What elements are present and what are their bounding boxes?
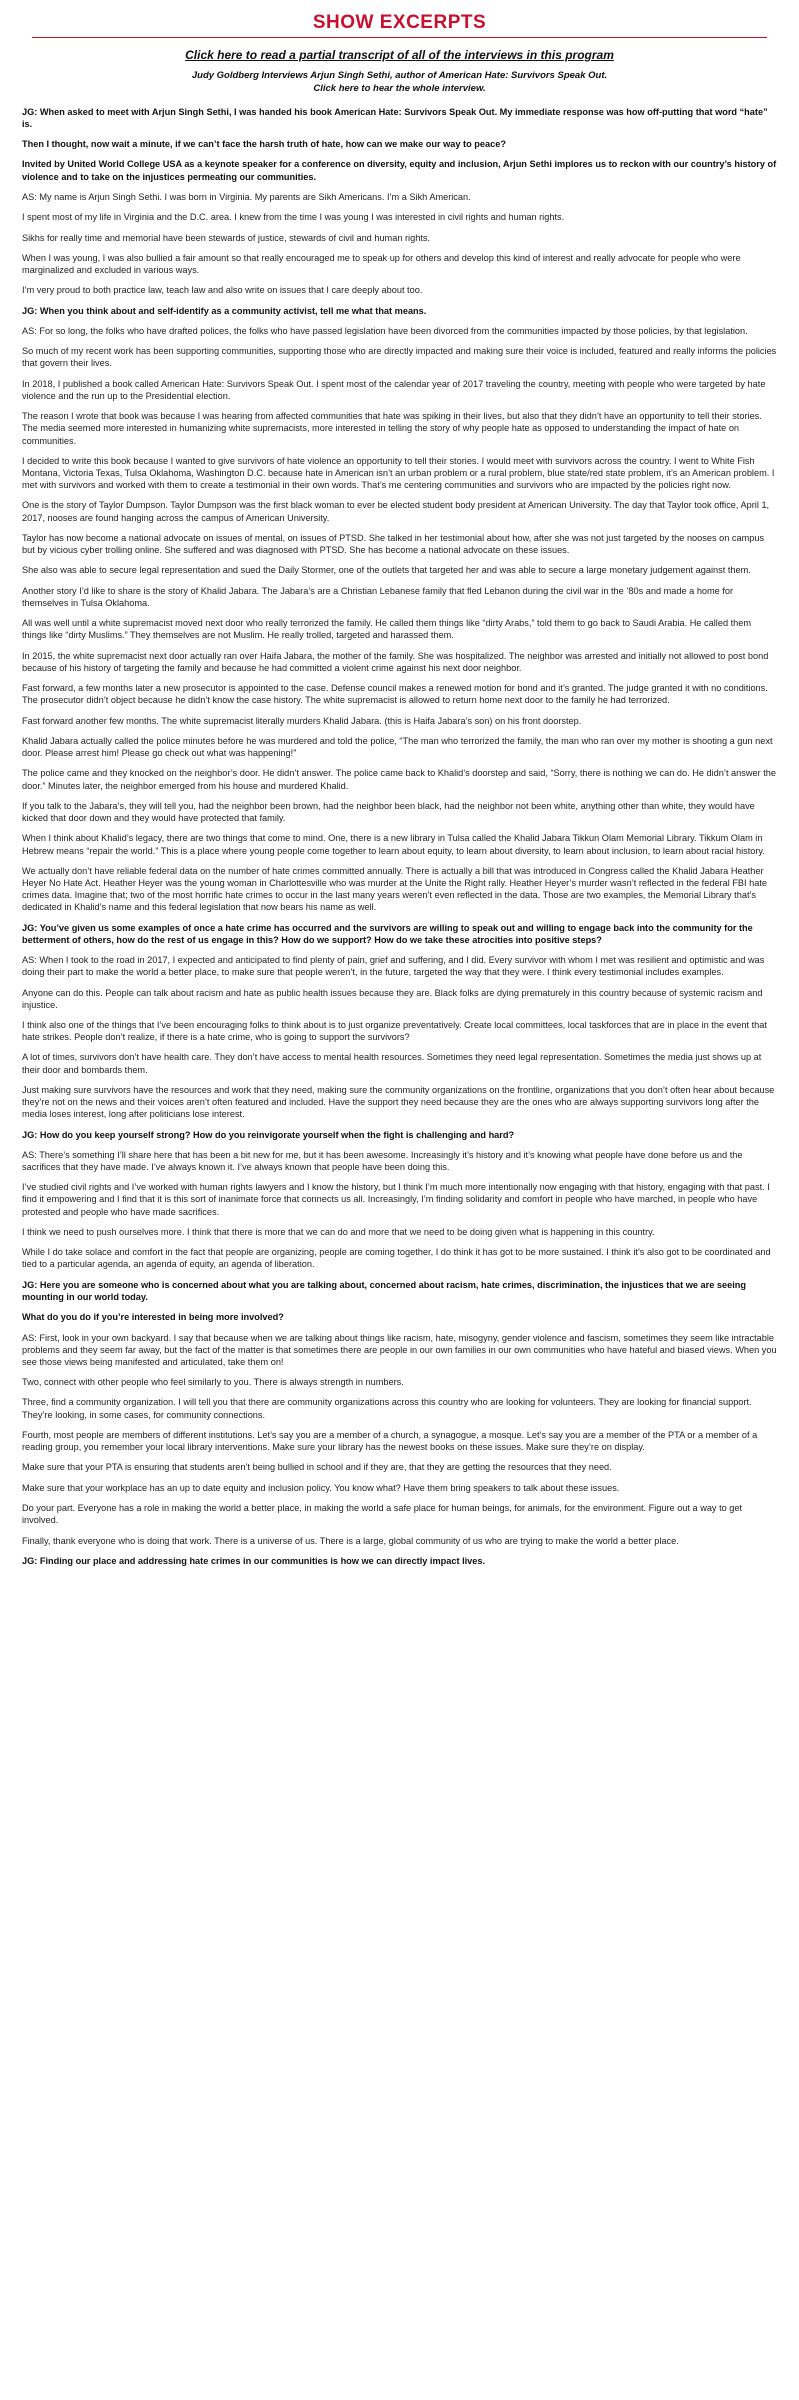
interview-paragraph: The reason I wrote that book was because I was hearing from affected communities that hate was spiking in their lives, but also that they didn’t have an opportunity to tell their stories. The media seemed more interested in humanizing white supremacists, more interested in telling the story of why people hate as opposed to understanding the impact of hate on communities. [22, 411, 762, 446]
interviewer-question: Invited by United World College USA as a keynote speaker for a conference on diversity, equity and inclusion, Arjun Sethi implores us to reckon with our country’s history of violence and to take on the injustices permeating our communities. [22, 159, 777, 182]
interviewer-question: JG: You’ve given us some examples of once a hate crime has occurred and the survivors are willing to speak out and willing to engage back into the community for the betterment of others, how do the rest of us engage in this? How do we support? How do we take these atrocities into positive steps? [22, 922, 753, 945]
interview-paragraph: While I do take solace and comfort in the fact that people are organizing, people are coming together, I do think it has got to be more sustained. I think it’s also got to be coordinated and tied to a particular agenda, an agenda of equity, an agenda of liberation. [22, 1247, 771, 1270]
interview-paragraph: I think we need to push ourselves more. I think that there is more that we can do and more that we need to be doing given what is happening in this country. [22, 1226, 655, 1237]
interview-paragraph: So much of my recent work has been supporting communities, supporting those who are directly impacted and making sure their voice is included, featured and really informs the policies that govern their lives. [22, 346, 777, 369]
interview-paragraph: A lot of times, survivors don’t have health care. They don’t have access to mental health resources. Sometimes they need legal representation. Sometimes the media just shows up at their door and bombards them. [22, 1052, 762, 1075]
interview-paragraph: The police came and they knocked on the neighbor’s door. He didn’t answer. The police came back to Khalid’s doorstep and said, “Sorry, there is nothing we can do. He didn’t answer the door.” Minutes later, the neighbor emerged from his house and murdered Khalid. [22, 768, 776, 791]
interview-paragraph: Finally, thank everyone who is doing that work. There is a universe of us. There is a large, global community of us who are trying to make the world a better place. [22, 1535, 679, 1546]
interview-paragraph: Fast forward another few months. The white supremacist literally murders Khalid Jabara. (this is Haifa Jabara’s son) on his front doorstep. [22, 715, 582, 726]
interviewer-question: JG: How do you keep yourself strong? How do you reinvigorate yourself when the fight is challenging and hard? [22, 1129, 515, 1140]
interview-paragraph: Two, connect with other people who feel similarly to you. There is always strength in numbers. [22, 1377, 404, 1388]
interview-paragraph: Sikhs for really time and memorial have been stewards of justice, stewards of civil and human rights. [22, 232, 431, 243]
hear-interview-link[interactable]: Click here to hear the whole interview. [313, 82, 486, 94]
interviewer-question: JG: When asked to meet with Arjun Singh Sethi, I was handed his book American Hate: Survivors Speak Out. My immediate response was how off-putting that word “hate” is. [22, 106, 768, 129]
interview-paragraph: She also was able to secure legal representation and sued the Daily Stormer, one of the outlets that targeted her and was able to secure a large monetary judgement against them. [22, 565, 751, 576]
interview-paragraph: When I think about Khalid’s legacy, there are two things that come to mind. One, there is a new library in Tulsa called the Khalid Jabara Tikkun Olam Memorial Library. Tikkum Olam in Hebrew means “repair the world.” This is a place where young people come together to learn about equity, to learn about diversity, to learn about inclusion, to learn about racial history. [22, 833, 765, 856]
interview-paragraph: Fourth, most people are members of different institutions. Let’s say you are a member of a church, a synagogue, a mosque. Let’s say you are a member of the PTA or a member of a reading group, you remember your local library interventions. Make sure your library has the newest books on these issues. Make sure they’re on display. [22, 1429, 758, 1453]
interview-paragraph: I’m very proud to both practice law, teach law and also write on issues that I care deeply about too. [22, 285, 423, 296]
interview-paragraph: AS: First, look in your own backyard. I say that because when we are talking about things like racism, hate, misogyny, gender violence and fascism, sometimes they seem like intractable problems and they seem far away, but the fact of the matter is that sometimes there are people in our own families in our own communities who have hateful and biased views. When you see those views being manifested and articulated, take them on! [22, 1332, 777, 1367]
interview-paragraph: I spent most of my life in Virginia and the D.C. area. I knew from the time I was young I was interested in civil rights and human rights. [22, 212, 565, 223]
interview-paragraph: Three, find a community organization. I will tell you that there are community organizations across this country who are looking for volunteers. They are looking for financial support. They’re looking, in some cases, for community connections. [22, 1397, 752, 1420]
interview-paragraph: I decided to write this book because I wanted to give survivors of hate violence an opportunity to tell their stories. I would meet with survivors across the country. I went to White Fish Montana, Victoria Texas, Tulsa Oklahoma, Washington D.C. because hate in American isn’t an urban problem or a rural problem, blue state/red state problem, it’s an American problem. I met with survivors and worked with them to create a testimonial in their own words. That’s me centering communities and survivors who are impacted by the policies right now. [22, 455, 775, 491]
interviewer-question: JG: When you think about and self-identify as a community activist, tell me what that means. [22, 305, 427, 316]
interview-paragraph: Just making sure survivors have the resources and work that they need, making sure the community organizations on the frontline, organizations that you don’t often hear about because they’re not on the news and their voices aren’t often featured and included. Have the support they need because they are the ones who are always supporting survivors long after the media loses interest, long after politicians lose interest. [22, 1084, 775, 1120]
title-divider [32, 37, 767, 38]
interview-paragraph: In 2018, I published a book called American Hate: Survivors Speak Out. I spent most of the calendar year of 2017 traveling the country, meeting with people who were targeted by hate violence and the run up to the Presidential election. [22, 378, 766, 401]
interview-paragraph: Do your part. Everyone has a role in making the world a better place, in making the world a safe place for human beings, for animals, for the environment. Figure out a way to get involved. [22, 1503, 743, 1526]
interview-paragraph: One is the story of Taylor Dumpson. Taylor Dumpson was the first black woman to ever be elected student body president at American University. The day that Taylor took office, April 1, 2017, nooses are found hanging across the campus of American University. [22, 500, 770, 523]
interviewer-question: Then I thought, now wait a minute, if we can’t face the harsh truth of hate, how can we make our way to peace? [22, 139, 506, 150]
show-excerpts-header [22, 12, 777, 38]
transcript-body [22, 106, 777, 1567]
interview-paragraph: AS: When I took to the road in 2017, I expected and anticipated to find plenty of pain, grief and suffering, and I did. Every survivor with whom I met was resilient and optimistic and was doing their part to make the world a better place, to make sure that people weren’t, in the future, targeted the way that they were. I think every testimonial includes examples. [22, 955, 765, 978]
interview-paragraph: In 2015, the white supremacist next door actually ran over Haifa Jabara, the mother of the family. She was hospitalized. The neighbor was arrested and initially not allowed to post bond because of his history of targeting the family and because he had committed a violent crime against his next door neighbor. [22, 650, 769, 673]
byline-text: Judy Goldberg Interviews Arjun Singh Sethi, author of American Hate: Survivors Speak Out. [191, 70, 608, 81]
interview-paragraph: When I was young, I was also bullied a fair amount so that really encouraged me to speak up for others and develop this kind of interest and really advocate for people who were marginalized and excluded in various ways. [22, 252, 741, 276]
interviewer-question: JG: Finding our place and addressing hate crimes in our communities is how we can directly impact lives. [22, 1555, 486, 1566]
interviewer-question: JG: Here you are someone who is concerned about what you are talking about, concerned about racism, hate crimes, discrimination, the injustices that we are seeing mounting in our world today. [22, 1279, 746, 1302]
interview-paragraph: Fast forward, a few months later a new prosecutor is appointed to the case. Defense council makes a renewed motion for bond and it’s granted. The judge granted it with no conditions. The prosecutor didn’t object because he didn’t know the case history. The white supremacist is allowed to return home next door to the family he had terrorized. [22, 683, 768, 706]
interviewer-question: What do you do if you’re interested in being more involved? [22, 1312, 284, 1323]
interview-paragraph: AS: For so long, the folks who have drafted polices, the folks who have passed legislation have been divorced from the communities impacted by those policies, by that legislation. [22, 326, 748, 336]
interview-paragraph: Another story I’d like to share is the story of Khalid Jabara. The Jabara’s are a Christian Lebanese family that fled Lebanon during the civil war in the ’80s and made a home for themselves in Tulsa Oklahoma. [22, 585, 734, 608]
interview-paragraph: If you talk to the Jabara’s, they will tell you, had the neighbor been brown, had the neighbor been black, had the neighbor not been white, anything other than white, they would have kicked that door down and they would have protected that family. [22, 800, 755, 824]
interview-paragraph: Taylor has now become a national advocate on issues of mental, on issues of PTSD. She talked in her testimonial about how, after she was not just targeted by the nooses on campus but by vicious cyber trolling online. She suffered and was diagnosed with PTSD. She has become a national advocate on these issues. [22, 532, 765, 556]
interview-paragraph: I’ve studied civil rights and I’ve worked with human rights lawyers and I know the history, but I think I’m much more intentionally now engaging with that history, engaging with that past. I find it empowering and I find that it is this sort of inanimate force that connects us all. Increasingly, I’m finding solidarity and comfort in people who have marched, in people who have protested and people who have made sacrifices. [22, 1182, 770, 1217]
interview-paragraph: Anyone can do this. People can talk about racism and hate as public health issues because they are. Black folks are dying prematurely in this country because of systemic racism and injustice. [22, 987, 763, 1010]
interview-paragraph: Make sure that your workplace has an up to date equity and inclusion policy. You know what? Have them bring speakers to talk about these issues. [22, 1482, 620, 1493]
interview-paragraph: All was well until a white supremacist moved next door who really terrorized the family. He called them things like “dirty Arabs,” told them to go back to Saudi Arabia. He called them things like “dirty Muslims.” They themselves are not Muslim. He really trolled, targeted and harassed them. [22, 618, 752, 641]
interview-paragraph: Khalid Jabara actually called the police minutes before he was murdered and told the police, “The man who terrorized the family, the man who ran over my mother is shooting a gun next door. Please arrest him! Please go check out what was happening!” [22, 735, 773, 759]
interview-paragraph: I think also one of the things that I’ve been encouraging folks to think about is to just organize preventatively. Create local committees, local taskforces that are in place in the event that hate strikes. People don’t realize, if there is a hate crime, who is going to support the survivors? [22, 1019, 767, 1043]
interview-paragraph: AS: My name is Arjun Singh Sethi. I was born in Virginia. My parents are Sikh Americans. I’m a Sikh American. [22, 191, 471, 202]
interview-paragraph: Make sure that your PTA is ensuring that students aren’t being bullied in school and if they are, that they are getting the resources that they need. [22, 1462, 612, 1473]
transcript-link[interactable]: Click here to read a partial transcript of all of the interviews in this program [185, 48, 614, 62]
interview-paragraph: We actually don’t have reliable federal data on the number of hate crimes committed annually. There is actually a bill that was introduced in Congress called the Khalid Jabara Heather Heyer No Hate Act. Heather Heyer was the young woman in Charlottesville who was murder at the Unite the Right rally. Heather Heyer’s murder wasn’t reflected in the federal FBI hate crimes data. Imagine that; two of the most horrific hate crimes to occur in the last many years weren’t even reflected in the data. Those are two examples, the Memorial Library that’s dedicated in Khalid’s name and this federal legislation that now bears his name as well. [22, 865, 768, 913]
page [22, 0, 777, 1567]
interview-byline [22, 70, 777, 96]
interview-paragraph: AS: There’s something I’ll share here that has been a bit new for me, but it has been awesome. Increasingly it’s history and it’s knowing what people have done before us and the sacrifices that they have made. I’ve always known it. I’ve always known that people have been doing this. [22, 1149, 743, 1172]
page-title: SHOW EXCERPTS [312, 12, 487, 33]
